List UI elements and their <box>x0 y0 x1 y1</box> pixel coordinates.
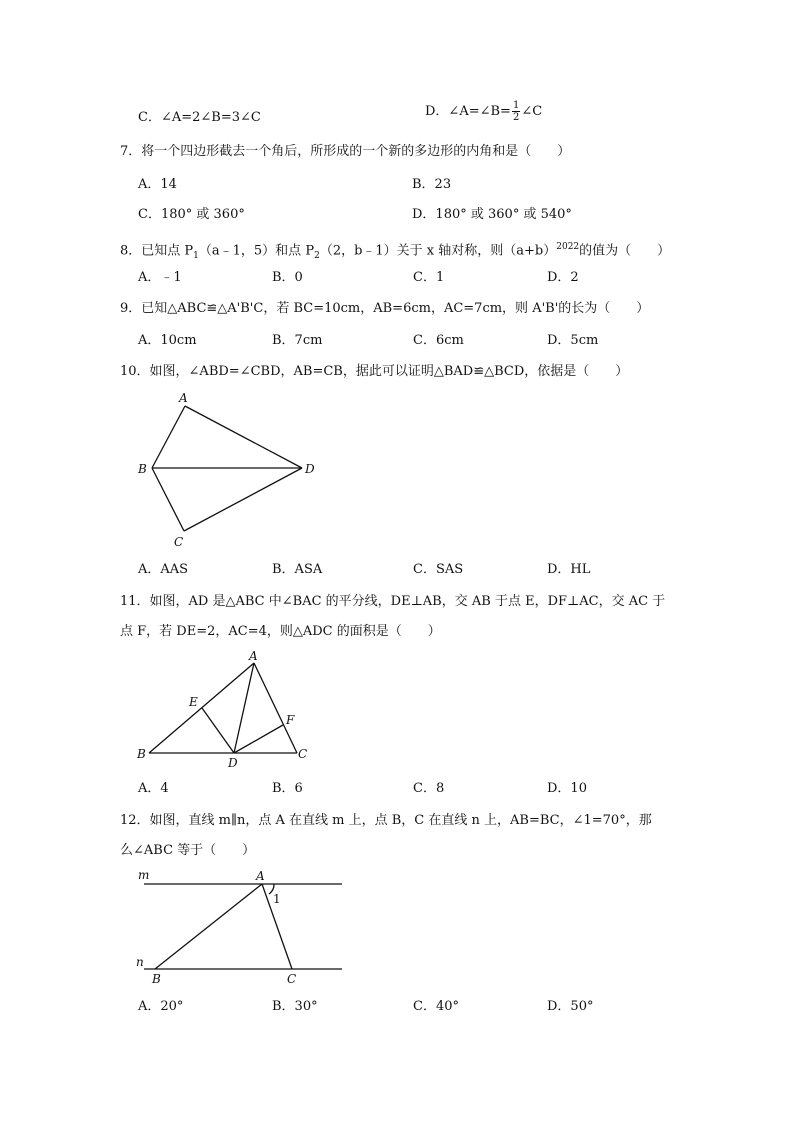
q7-option-c: C．180° 或 360° <box>138 207 245 222</box>
angle-label-1: 1 <box>273 892 281 906</box>
superscript: 2022 <box>556 242 580 252</box>
point-label-d: D <box>305 462 315 476</box>
q11-option-d: D．10 <box>547 781 587 796</box>
q7-stem: 7．将一个四边形截去一个角后，所形成的一个新的多边形的内角和是（ ） <box>120 144 571 159</box>
q6-option-d <box>425 100 542 123</box>
q6-option-d-suffix: ∠C <box>521 104 543 119</box>
segment-ad <box>234 663 254 753</box>
q8-stem <box>120 238 670 265</box>
q7-option-b: B．23 <box>412 177 452 192</box>
subscript: 1 <box>193 250 199 261</box>
point-label-d: D <box>228 756 238 770</box>
q9-stem: 9．已知△ABC≌△A'B'C，若 BC=10cm，AB=6cm，AC=7cm，则 A'B'的长为（ ） <box>120 301 650 316</box>
q10-figure <box>130 388 330 557</box>
segment-de <box>202 708 234 753</box>
point-label-b: B <box>138 462 147 476</box>
q8-stem-part: （a﹣1，5）和点 P <box>198 243 315 259</box>
q9-option-d: D．5cm <box>547 333 599 348</box>
fraction <box>512 100 520 123</box>
q12-option-d: D．50° <box>547 999 594 1014</box>
q8-option-d: D．2 <box>547 270 579 285</box>
point-label-b: B <box>137 747 146 761</box>
q11-option-b: B．6 <box>272 781 303 796</box>
fraction-numerator: 1 <box>512 100 520 111</box>
point-label-c: C <box>174 535 184 549</box>
q12-figure-svg <box>130 866 360 991</box>
point-label-c: C <box>287 972 297 986</box>
q12-option-b: B．30° <box>272 999 318 1014</box>
q8-stem-part: （2，b﹣1）关于 x 轴对称，则（a+b） <box>319 243 557 259</box>
q11-stem-line2: 点 F，若 DE=2，AC=4，则△ADC 的面积是（ ） <box>120 624 441 639</box>
segment-cd <box>184 468 302 531</box>
q8-stem-part: 8．已知点 P <box>120 243 194 259</box>
q12-option-a: A．20° <box>138 999 184 1014</box>
segment-ab <box>152 406 185 468</box>
q8-option-a: A．﹣1 <box>138 270 182 285</box>
q10-option-a: A．AAS <box>138 562 189 577</box>
fraction-denominator: 2 <box>512 112 520 123</box>
q12-stem-line2: 么∠ABC 等于（ ） <box>120 843 256 858</box>
q11-figure <box>130 645 320 774</box>
point-label-b: B <box>152 972 161 986</box>
segment-bc <box>152 468 184 531</box>
q11-figure-svg <box>130 645 320 770</box>
q12-figure <box>130 866 360 995</box>
line-label-m: m <box>138 868 150 882</box>
q10-option-d: D．HL <box>547 562 591 577</box>
segment-ab <box>155 884 262 969</box>
point-label-a: A <box>179 391 188 405</box>
q12-stem-line1: 12．如图，直线 m∥n，点 A 在直线 m 上，点 B，C 在直线 n 上，AB=BC，∠1=70°，那 <box>120 813 652 828</box>
segment-ac <box>254 663 297 753</box>
segment-ab <box>149 663 254 753</box>
q8-option-b: B．0 <box>272 270 303 285</box>
q10-stem: 10．如图，∠ABD=∠CBD，AB=CB，据此可以证明△BAD≌△BCD，依据是（ ） <box>120 364 629 379</box>
q10-figure-svg <box>130 388 330 553</box>
q6-option-d-prefix: D．∠A=∠B= <box>425 104 511 119</box>
line-label-n: n <box>136 955 144 969</box>
q12-option-c: C．40° <box>413 999 459 1014</box>
point-label-a: A <box>256 869 265 883</box>
segment-ad <box>185 406 302 468</box>
q9-option-a: A．10cm <box>138 333 197 348</box>
q10-option-c: C．SAS <box>413 562 464 577</box>
q9-option-c: C．6cm <box>413 333 464 348</box>
q7-option-d: D．180° 或 360° 或 540° <box>412 207 572 222</box>
q9-option-b: B．7cm <box>272 333 323 348</box>
q11-option-a: A．4 <box>138 781 169 796</box>
point-label-a: A <box>249 649 258 663</box>
point-label-c: C <box>298 747 308 761</box>
q6-option-c: C．∠A=2∠B=3∠C <box>138 110 261 125</box>
q8-stem-part: 的值为（ ） <box>579 243 671 259</box>
segment-df <box>234 725 283 753</box>
q10-option-b: B．ASA <box>272 562 323 577</box>
q8-option-c: C．1 <box>413 270 445 285</box>
q11-option-c: C．8 <box>413 781 445 796</box>
point-label-e: E <box>189 695 198 709</box>
point-label-f: F <box>286 713 295 727</box>
subscript: 2 <box>314 250 320 261</box>
q7-option-a: A．14 <box>138 177 177 192</box>
q11-stem-line1: 11．如图，AD 是△ABC 中∠BAC 的平分线，DE⊥AB，交 AB 于点 E，DF⊥AC，交 AC 于 <box>120 594 666 609</box>
